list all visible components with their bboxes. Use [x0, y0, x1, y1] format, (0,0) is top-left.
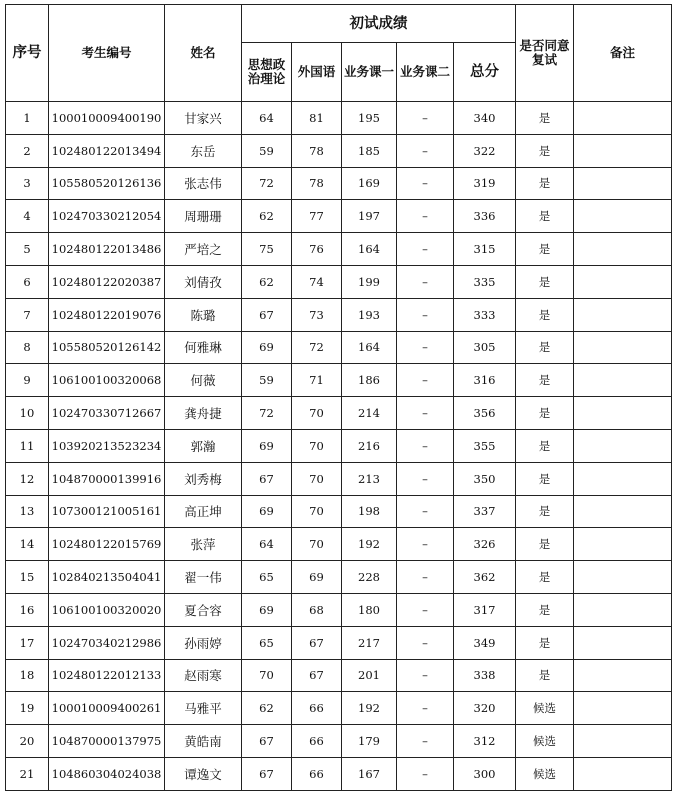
seq-cell: 17: [6, 626, 49, 659]
table-row: [6, 200, 672, 233]
name-cell: 甘家兴: [165, 102, 242, 135]
table-row: [6, 757, 672, 790]
name-cell: 陈璐: [165, 298, 242, 331]
course1-score-cell: 180: [342, 593, 397, 626]
seq-cell: 20: [6, 725, 49, 758]
header-seq: 序号: [6, 5, 49, 102]
foreign-score-cell: 67: [292, 626, 342, 659]
politics-score-cell: 69: [242, 495, 292, 528]
politics-score-cell: 67: [242, 298, 292, 331]
course1-score-cell: 185: [342, 134, 397, 167]
agree-status-cell: 是: [516, 495, 574, 528]
seq-cell: 3: [6, 167, 49, 200]
exam-no-cell: 100010009400261: [49, 692, 165, 725]
remark-cell: [574, 561, 672, 594]
foreign-score-cell: 70: [292, 462, 342, 495]
exam-no-cell: 104870000137975: [49, 725, 165, 758]
table-row: [6, 397, 672, 430]
table-row: [6, 429, 672, 462]
course1-score-cell: 192: [342, 528, 397, 561]
agree-status-cell: 候选: [516, 725, 574, 758]
agree-status-cell: 是: [516, 561, 574, 594]
seq-cell: 16: [6, 593, 49, 626]
remark-cell: [574, 364, 672, 397]
header-remark: 备注: [574, 5, 672, 102]
total-score-cell: 340: [454, 102, 516, 135]
course1-score-cell: 199: [342, 265, 397, 298]
course1-score-cell: 217: [342, 626, 397, 659]
course2-score-cell: –: [397, 757, 454, 790]
header-exam-no: 考生编号: [49, 5, 165, 102]
course1-score-cell: 195: [342, 102, 397, 135]
course1-score-cell: 169: [342, 167, 397, 200]
name-cell: 张萍: [165, 528, 242, 561]
table-row: [6, 233, 672, 266]
total-score-cell: 349: [454, 626, 516, 659]
exam-no-cell: 102480122019076: [49, 298, 165, 331]
politics-score-cell: 59: [242, 134, 292, 167]
total-score-cell: 350: [454, 462, 516, 495]
seq-cell: 5: [6, 233, 49, 266]
course2-score-cell: –: [397, 364, 454, 397]
course1-score-cell: 164: [342, 331, 397, 364]
politics-score-cell: 72: [242, 167, 292, 200]
table-row: [6, 626, 672, 659]
course2-score-cell: –: [397, 134, 454, 167]
agree-status-cell: 是: [516, 331, 574, 364]
politics-score-cell: 64: [242, 528, 292, 561]
course2-score-cell: –: [397, 725, 454, 758]
exam-no-cell: 104860304024038: [49, 757, 165, 790]
foreign-score-cell: 66: [292, 757, 342, 790]
politics-score-cell: 65: [242, 626, 292, 659]
course1-score-cell: 164: [342, 233, 397, 266]
politics-score-cell: 67: [242, 725, 292, 758]
total-score-cell: 316: [454, 364, 516, 397]
foreign-score-cell: 70: [292, 397, 342, 430]
politics-score-cell: 59: [242, 364, 292, 397]
table-row: [6, 134, 672, 167]
total-score-cell: 362: [454, 561, 516, 594]
exam-no-cell: 105580520126136: [49, 167, 165, 200]
politics-score-cell: 62: [242, 692, 292, 725]
table-row: [6, 364, 672, 397]
remark-cell: [574, 298, 672, 331]
agree-status-cell: 是: [516, 528, 574, 561]
exam-no-cell: 102470340212986: [49, 626, 165, 659]
table-row: [6, 167, 672, 200]
header-agree: 是否同意复试: [516, 5, 574, 102]
course1-score-cell: 197: [342, 200, 397, 233]
course2-score-cell: –: [397, 233, 454, 266]
remark-cell: [574, 593, 672, 626]
course1-score-cell: 192: [342, 692, 397, 725]
exam-no-cell: 104870000139916: [49, 462, 165, 495]
remark-cell: [574, 102, 672, 135]
remark-cell: [574, 495, 672, 528]
agree-status-cell: 是: [516, 659, 574, 692]
course1-score-cell: 201: [342, 659, 397, 692]
course2-score-cell: –: [397, 659, 454, 692]
foreign-score-cell: 73: [292, 298, 342, 331]
foreign-score-cell: 70: [292, 429, 342, 462]
table-row: [6, 659, 672, 692]
total-score-cell: 326: [454, 528, 516, 561]
course2-score-cell: –: [397, 397, 454, 430]
total-score-cell: 320: [454, 692, 516, 725]
table-row: [6, 265, 672, 298]
course2-score-cell: –: [397, 692, 454, 725]
seq-cell: 15: [6, 561, 49, 594]
foreign-score-cell: 66: [292, 725, 342, 758]
agree-status-cell: 是: [516, 364, 574, 397]
seq-cell: 8: [6, 331, 49, 364]
total-score-cell: 333: [454, 298, 516, 331]
agree-status-cell: 是: [516, 134, 574, 167]
politics-score-cell: 69: [242, 331, 292, 364]
seq-cell: 4: [6, 200, 49, 233]
exam-no-cell: 102480122020387: [49, 265, 165, 298]
exam-no-cell: 106100100320068: [49, 364, 165, 397]
course1-score-cell: 198: [342, 495, 397, 528]
seq-cell: 2: [6, 134, 49, 167]
foreign-score-cell: 69: [292, 561, 342, 594]
remark-cell: [574, 134, 672, 167]
table-row: [6, 495, 672, 528]
remark-cell: [574, 200, 672, 233]
course2-score-cell: –: [397, 593, 454, 626]
politics-score-cell: 70: [242, 659, 292, 692]
exam-no-cell: 107300121005161: [49, 495, 165, 528]
foreign-score-cell: 72: [292, 331, 342, 364]
header-politics: 思想政治理论: [242, 43, 292, 102]
name-cell: 刘倩孜: [165, 265, 242, 298]
foreign-score-cell: 77: [292, 200, 342, 233]
course2-score-cell: –: [397, 102, 454, 135]
seq-cell: 19: [6, 692, 49, 725]
remark-cell: [574, 725, 672, 758]
agree-status-cell: 是: [516, 200, 574, 233]
foreign-score-cell: 68: [292, 593, 342, 626]
total-score-cell: 312: [454, 725, 516, 758]
total-score-cell: 317: [454, 593, 516, 626]
seq-cell: 13: [6, 495, 49, 528]
politics-score-cell: 65: [242, 561, 292, 594]
header-course1: 业务课一: [342, 43, 397, 102]
course2-score-cell: –: [397, 331, 454, 364]
remark-cell: [574, 659, 672, 692]
course2-score-cell: –: [397, 200, 454, 233]
remark-cell: [574, 265, 672, 298]
course1-score-cell: 213: [342, 462, 397, 495]
exam-no-cell: 102470330712667: [49, 397, 165, 430]
course1-score-cell: 179: [342, 725, 397, 758]
name-cell: 张志伟: [165, 167, 242, 200]
table-row: [6, 561, 672, 594]
remark-cell: [574, 429, 672, 462]
course2-score-cell: –: [397, 298, 454, 331]
name-cell: 高正坤: [165, 495, 242, 528]
name-cell: 东岳: [165, 134, 242, 167]
total-score-cell: 336: [454, 200, 516, 233]
course1-score-cell: 228: [342, 561, 397, 594]
foreign-score-cell: 66: [292, 692, 342, 725]
remark-cell: [574, 233, 672, 266]
foreign-score-cell: 70: [292, 495, 342, 528]
exam-no-cell: 102480122015769: [49, 528, 165, 561]
politics-score-cell: 62: [242, 265, 292, 298]
foreign-score-cell: 67: [292, 659, 342, 692]
name-cell: 孙雨婷: [165, 626, 242, 659]
agree-status-cell: 是: [516, 102, 574, 135]
remark-cell: [574, 757, 672, 790]
table-row: [6, 331, 672, 364]
course2-score-cell: –: [397, 429, 454, 462]
politics-score-cell: 64: [242, 102, 292, 135]
foreign-score-cell: 74: [292, 265, 342, 298]
foreign-score-cell: 81: [292, 102, 342, 135]
total-score-cell: 356: [454, 397, 516, 430]
name-cell: 谭逸文: [165, 757, 242, 790]
table-row: [6, 102, 672, 135]
remark-cell: [574, 692, 672, 725]
agree-status-cell: 是: [516, 593, 574, 626]
name-cell: 夏合容: [165, 593, 242, 626]
seq-cell: 1: [6, 102, 49, 135]
agree-status-cell: 是: [516, 233, 574, 266]
foreign-score-cell: 70: [292, 528, 342, 561]
remark-cell: [574, 331, 672, 364]
politics-score-cell: 75: [242, 233, 292, 266]
politics-score-cell: 67: [242, 757, 292, 790]
seq-cell: 10: [6, 397, 49, 430]
seq-cell: 12: [6, 462, 49, 495]
seq-cell: 7: [6, 298, 49, 331]
course1-score-cell: 186: [342, 364, 397, 397]
agree-status-cell: 是: [516, 626, 574, 659]
agree-status-cell: 是: [516, 298, 574, 331]
exam-no-cell: 102480122013494: [49, 134, 165, 167]
exam-no-cell: 106100100320020: [49, 593, 165, 626]
course1-score-cell: 193: [342, 298, 397, 331]
exam-no-cell: 103920213523234: [49, 429, 165, 462]
table-row: [6, 692, 672, 725]
politics-score-cell: 62: [242, 200, 292, 233]
total-score-cell: 322: [454, 134, 516, 167]
agree-status-cell: 是: [516, 265, 574, 298]
remark-cell: [574, 462, 672, 495]
name-cell: 何薇: [165, 364, 242, 397]
seq-cell: 18: [6, 659, 49, 692]
course2-score-cell: –: [397, 626, 454, 659]
course1-score-cell: 214: [342, 397, 397, 430]
politics-score-cell: 72: [242, 397, 292, 430]
foreign-score-cell: 71: [292, 364, 342, 397]
total-score-cell: 335: [454, 265, 516, 298]
name-cell: 严培之: [165, 233, 242, 266]
header-course2: 业务课二: [397, 43, 454, 102]
total-score-cell: 337: [454, 495, 516, 528]
score-table-body: [6, 102, 672, 791]
exam-no-cell: 102480122012133: [49, 659, 165, 692]
agree-status-cell: 是: [516, 167, 574, 200]
agree-status-cell: 候选: [516, 757, 574, 790]
foreign-score-cell: 76: [292, 233, 342, 266]
remark-cell: [574, 528, 672, 561]
course2-score-cell: –: [397, 495, 454, 528]
name-cell: 刘秀梅: [165, 462, 242, 495]
total-score-cell: 338: [454, 659, 516, 692]
seq-cell: 14: [6, 528, 49, 561]
course2-score-cell: –: [397, 462, 454, 495]
name-cell: 黄皓南: [165, 725, 242, 758]
total-score-cell: 319: [454, 167, 516, 200]
name-cell: 郭瀚: [165, 429, 242, 462]
total-score-cell: 305: [454, 331, 516, 364]
score-table: [5, 4, 672, 791]
table-row: [6, 298, 672, 331]
header-name: 姓名: [165, 5, 242, 102]
foreign-score-cell: 78: [292, 134, 342, 167]
politics-score-cell: 69: [242, 593, 292, 626]
course2-score-cell: –: [397, 561, 454, 594]
course2-score-cell: –: [397, 265, 454, 298]
agree-status-cell: 候选: [516, 692, 574, 725]
seq-cell: 9: [6, 364, 49, 397]
exam-no-cell: 100010009400190: [49, 102, 165, 135]
agree-status-cell: 是: [516, 462, 574, 495]
seq-cell: 11: [6, 429, 49, 462]
course2-score-cell: –: [397, 167, 454, 200]
name-cell: 何雅琳: [165, 331, 242, 364]
foreign-score-cell: 78: [292, 167, 342, 200]
name-cell: 马雅平: [165, 692, 242, 725]
header-total: 总分: [454, 43, 516, 102]
table-row: [6, 528, 672, 561]
name-cell: 周珊珊: [165, 200, 242, 233]
exam-no-cell: 105580520126142: [49, 331, 165, 364]
exam-no-cell: 102840213504041: [49, 561, 165, 594]
total-score-cell: 315: [454, 233, 516, 266]
header-foreign: 外国语: [292, 43, 342, 102]
course1-score-cell: 216: [342, 429, 397, 462]
exam-no-cell: 102470330212054: [49, 200, 165, 233]
seq-cell: 6: [6, 265, 49, 298]
politics-score-cell: 67: [242, 462, 292, 495]
name-cell: 翟一伟: [165, 561, 242, 594]
table-row: [6, 462, 672, 495]
remark-cell: [574, 167, 672, 200]
agree-status-cell: 是: [516, 429, 574, 462]
agree-status-cell: 是: [516, 397, 574, 430]
course2-score-cell: –: [397, 528, 454, 561]
course1-score-cell: 167: [342, 757, 397, 790]
remark-cell: [574, 397, 672, 430]
table-row: [6, 593, 672, 626]
name-cell: 赵雨寒: [165, 659, 242, 692]
name-cell: 龚舟捷: [165, 397, 242, 430]
seq-cell: 21: [6, 757, 49, 790]
table-row: [6, 725, 672, 758]
politics-score-cell: 69: [242, 429, 292, 462]
total-score-cell: 355: [454, 429, 516, 462]
remark-cell: [574, 626, 672, 659]
total-score-cell: 300: [454, 757, 516, 790]
exam-no-cell: 102480122013486: [49, 233, 165, 266]
header-prelim: 初试成绩: [242, 5, 516, 43]
